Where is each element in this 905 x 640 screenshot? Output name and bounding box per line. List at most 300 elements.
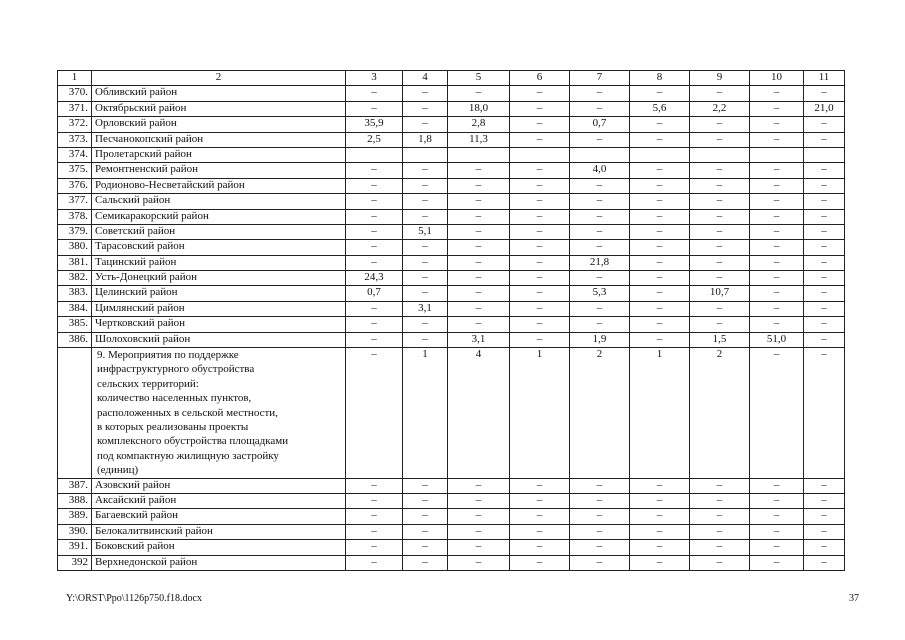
value-cell: – [510,524,570,539]
value-cell: – [804,117,845,132]
district-name: Орловский район [92,117,346,132]
row-number: 392 [58,555,92,570]
row-number: 379. [58,224,92,239]
value-cell: 4,0 [570,163,630,178]
value-cell: – [570,478,630,493]
value-cell: 2,5 [346,132,403,147]
value-cell: – [346,317,403,332]
value-cell: – [403,194,448,209]
value-cell: – [630,163,690,178]
value-cell: 5,6 [630,101,690,116]
value-cell: – [510,332,570,347]
value-cell: – [690,117,750,132]
value-cell: 3,1 [403,301,448,316]
value-cell: – [346,524,403,539]
value-cell [510,147,570,162]
data-table [57,70,845,571]
value-cell: – [690,224,750,239]
district-name: Обливский район [92,86,346,101]
district-name: Октябрьский район [92,101,346,116]
value-cell: – [630,555,690,570]
value-cell: – [570,101,630,116]
value-cell: – [510,494,570,509]
value-cell: – [690,271,750,286]
value-cell: – [570,240,630,255]
value-cell: – [570,524,630,539]
value-cell: – [510,178,570,193]
value-cell: – [448,555,510,570]
value-cell: – [804,163,845,178]
row-number: 387. [58,478,92,493]
table-row [58,271,845,286]
value-cell: – [750,194,804,209]
table-row [58,524,845,539]
value-cell: 1,5 [690,332,750,347]
value-cell: – [630,540,690,555]
value-cell: 21,8 [570,255,630,270]
column-header: 4 [403,71,448,86]
value-cell: – [570,301,630,316]
value-cell: – [448,478,510,493]
row-number: 386. [58,332,92,347]
value-cell: – [690,509,750,524]
value-cell: – [630,240,690,255]
table-row [58,494,845,509]
value-cell: 21,0 [804,101,845,116]
value-cell: – [804,271,845,286]
value-cell: – [630,271,690,286]
value-cell: – [510,317,570,332]
value-cell: – [510,194,570,209]
row-number: 371. [58,101,92,116]
value-cell [690,147,750,162]
column-header: 7 [570,71,630,86]
value-cell: 2 [690,348,750,479]
value-cell: – [690,240,750,255]
value-cell: – [570,494,630,509]
value-cell: 11,3 [448,132,510,147]
row-number: 383. [58,286,92,301]
value-cell: – [690,255,750,270]
value-cell: 24,3 [346,271,403,286]
value-cell: – [804,478,845,493]
value-cell: – [403,271,448,286]
table-row [58,147,845,162]
value-cell: – [403,163,448,178]
district-name: Пролетарский район [92,147,346,162]
table-row [58,240,845,255]
value-cell: 35,9 [346,117,403,132]
value-cell: – [510,132,570,147]
value-cell: – [346,509,403,524]
value-cell: – [403,332,448,347]
district-name: Семикаракорский район [92,209,346,224]
row-number: 375. [58,163,92,178]
value-cell: – [750,117,804,132]
row-number: 378. [58,209,92,224]
value-cell: – [448,255,510,270]
value-cell: – [630,178,690,193]
table-row [58,209,845,224]
table-row [58,317,845,332]
value-cell: 18,0 [448,101,510,116]
value-cell: 5,3 [570,286,630,301]
value-cell: – [510,509,570,524]
table-row [58,509,845,524]
value-cell [804,147,845,162]
table-row [58,86,845,101]
value-cell: – [630,317,690,332]
value-cell: – [570,555,630,570]
value-cell: – [750,478,804,493]
value-cell: – [346,332,403,347]
value-cell: – [346,163,403,178]
value-cell: – [690,301,750,316]
value-cell: 51,0 [750,332,804,347]
row-number: 391. [58,540,92,555]
value-cell: – [750,271,804,286]
page-number: 37 [849,593,859,604]
table-row [58,178,845,193]
value-cell: – [690,178,750,193]
row-number: 388. [58,494,92,509]
column-header: 6 [510,71,570,86]
value-cell: – [690,86,750,101]
value-cell: – [570,509,630,524]
section-description-line: в которых реализованы проекты [97,421,249,434]
value-cell: – [448,86,510,101]
district-name: Шолоховский район [92,332,346,347]
value-cell: – [346,494,403,509]
section-description-line: сельских территорий: [97,377,199,390]
section-description-line: инфраструктурного обустройства [97,363,255,376]
value-cell: – [804,332,845,347]
table-row [58,540,845,555]
value-cell: 10,7 [690,286,750,301]
value-cell: – [570,194,630,209]
section-description-line: расположенных в сельской местности, [97,406,278,419]
value-cell: – [403,524,448,539]
table-row [58,194,845,209]
value-cell: – [570,209,630,224]
value-cell: – [750,494,804,509]
value-cell: – [570,224,630,239]
district-name: Тарасовский район [92,240,346,255]
value-cell: – [346,555,403,570]
value-cell: – [690,478,750,493]
value-cell: – [448,209,510,224]
value-cell: – [510,555,570,570]
value-cell: – [750,178,804,193]
value-cell: – [346,540,403,555]
table-row [58,332,845,347]
value-cell: 1,9 [570,332,630,347]
value-cell: – [804,494,845,509]
table-row [58,117,845,132]
footer-file-path: Y:\ORST\Ppo\1126p750.f18.docx [66,593,202,604]
value-cell: – [510,86,570,101]
value-cell: – [403,255,448,270]
value-cell: – [630,509,690,524]
value-cell: – [510,540,570,555]
value-cell: – [750,301,804,316]
row-number: 382. [58,271,92,286]
value-cell: – [630,494,690,509]
column-header: 11 [804,71,845,86]
value-cell: – [570,178,630,193]
value-cell: – [804,286,845,301]
value-cell: – [346,348,403,479]
value-cell: – [403,555,448,570]
value-cell: – [448,224,510,239]
value-cell: 2,2 [690,101,750,116]
value-cell: – [690,555,750,570]
section-row [58,348,845,479]
value-cell: – [346,101,403,116]
value-cell: – [804,240,845,255]
row-number: 385. [58,317,92,332]
district-name: Родионово-Несветайский район [92,178,346,193]
value-cell: 1 [403,348,448,479]
section-description [92,348,346,479]
value-cell: 1 [510,348,570,479]
value-cell: – [750,101,804,116]
row-number: 374. [58,147,92,162]
value-cell: – [804,86,845,101]
value-cell: – [570,132,630,147]
value-cell: – [750,286,804,301]
column-header: 8 [630,71,690,86]
value-cell: – [630,132,690,147]
value-cell: – [510,255,570,270]
district-name: Усть-Донецкий район [92,271,346,286]
table-header-row [58,71,845,86]
value-cell [448,147,510,162]
value-cell: – [690,209,750,224]
value-cell: – [750,348,804,479]
value-cell: – [403,178,448,193]
column-header: 5 [448,71,510,86]
table-row [58,478,845,493]
value-cell: – [448,540,510,555]
value-cell: – [630,301,690,316]
value-cell: – [403,240,448,255]
row-number: 376. [58,178,92,193]
value-cell: – [630,286,690,301]
value-cell: 4 [448,348,510,479]
value-cell [630,147,690,162]
value-cell: – [804,224,845,239]
value-cell: 5,1 [403,224,448,239]
value-cell: – [346,178,403,193]
value-cell: – [448,317,510,332]
value-cell: – [804,178,845,193]
district-name: Тацинский район [92,255,346,270]
value-cell: – [750,524,804,539]
value-cell [346,147,403,162]
value-cell: – [750,86,804,101]
section-description-line: (единиц) [97,464,139,477]
value-cell: – [804,317,845,332]
value-cell: – [750,509,804,524]
value-cell: – [750,132,804,147]
value-cell: – [448,509,510,524]
value-cell: – [630,524,690,539]
value-cell: – [804,255,845,270]
value-cell: 2,8 [448,117,510,132]
column-header: 2 [92,71,346,86]
value-cell: – [403,494,448,509]
table-row [58,101,845,116]
value-cell: – [346,478,403,493]
section-description-line: комплексного обустройства площадками [97,435,289,448]
district-name: Белокалитвинский район [92,524,346,539]
table-row [58,132,845,147]
value-cell: – [403,509,448,524]
value-cell: – [630,209,690,224]
value-cell: 0,7 [346,286,403,301]
value-cell: – [804,540,845,555]
value-cell: – [690,132,750,147]
section-description-line: 9. Мероприятия по поддержке [97,349,239,362]
row-number [58,348,92,479]
value-cell: – [346,209,403,224]
value-cell: 1 [630,348,690,479]
value-cell: – [804,509,845,524]
value-cell: 3,1 [448,332,510,347]
value-cell: – [403,117,448,132]
value-cell: – [403,209,448,224]
value-cell: – [750,540,804,555]
value-cell: – [448,494,510,509]
value-cell: – [690,194,750,209]
value-cell: – [804,301,845,316]
value-cell: – [630,255,690,270]
row-number: 389. [58,509,92,524]
value-cell: – [690,317,750,332]
row-number: 390. [58,524,92,539]
value-cell: – [403,317,448,332]
row-number: 372. [58,117,92,132]
district-name: Советский район [92,224,346,239]
table-row [58,555,845,570]
value-cell: – [630,194,690,209]
value-cell: – [346,224,403,239]
value-cell: – [630,478,690,493]
value-cell: – [510,286,570,301]
value-cell: – [690,163,750,178]
value-cell: – [804,524,845,539]
value-cell: – [346,255,403,270]
value-cell: – [570,86,630,101]
row-number: 377. [58,194,92,209]
value-cell [570,147,630,162]
value-cell: – [510,240,570,255]
value-cell: – [750,255,804,270]
table-row [58,163,845,178]
district-name: Верхнедонской район [92,555,346,570]
district-name: Ремонтненский район [92,163,346,178]
district-name: Сальский район [92,194,346,209]
column-header: 9 [690,71,750,86]
district-name: Целинский район [92,286,346,301]
value-cell: – [750,224,804,239]
value-cell: – [510,478,570,493]
section-description-line: под компактную жилищную застройку [97,449,279,462]
value-cell: – [510,209,570,224]
value-cell: – [570,540,630,555]
value-cell: – [690,524,750,539]
value-cell: – [750,317,804,332]
value-cell: – [750,163,804,178]
value-cell: – [448,271,510,286]
value-cell: – [750,555,804,570]
value-cell: – [346,86,403,101]
district-name: Чертковский район [92,317,346,332]
row-number: 381. [58,255,92,270]
value-cell: – [510,271,570,286]
row-number: 370. [58,86,92,101]
value-cell: – [346,240,403,255]
value-cell: – [403,86,448,101]
value-cell: – [630,332,690,347]
value-cell: – [510,101,570,116]
value-cell: – [448,194,510,209]
value-cell: – [448,178,510,193]
value-cell: – [570,317,630,332]
row-number: 373. [58,132,92,147]
value-cell: – [510,301,570,316]
value-cell [403,147,448,162]
value-cell: – [510,117,570,132]
value-cell: – [448,240,510,255]
value-cell [750,147,804,162]
district-name: Боковский район [92,540,346,555]
section-description-line: количество населенных пунктов, [97,392,252,405]
value-cell: – [804,209,845,224]
table-row [58,301,845,316]
district-name: Азовский район [92,478,346,493]
value-cell: 1,8 [403,132,448,147]
value-cell: – [804,132,845,147]
value-cell: – [448,163,510,178]
column-header: 10 [750,71,804,86]
value-cell: – [403,540,448,555]
value-cell: – [570,271,630,286]
value-cell: – [448,286,510,301]
table-row [58,286,845,301]
value-cell: – [630,86,690,101]
value-cell: – [630,117,690,132]
district-name: Песчанокопский район [92,132,346,147]
table-row [58,224,845,239]
district-name: Цимлянский район [92,301,346,316]
value-cell: – [510,224,570,239]
value-cell: – [403,101,448,116]
table-row [58,255,845,270]
value-cell: – [448,524,510,539]
value-cell: – [804,348,845,479]
value-cell: – [804,555,845,570]
value-cell: – [346,194,403,209]
column-header: 3 [346,71,403,86]
value-cell: – [403,478,448,493]
value-cell: – [750,240,804,255]
row-number: 384. [58,301,92,316]
column-header: 1 [58,71,92,86]
value-cell: – [403,286,448,301]
value-cell: – [804,194,845,209]
